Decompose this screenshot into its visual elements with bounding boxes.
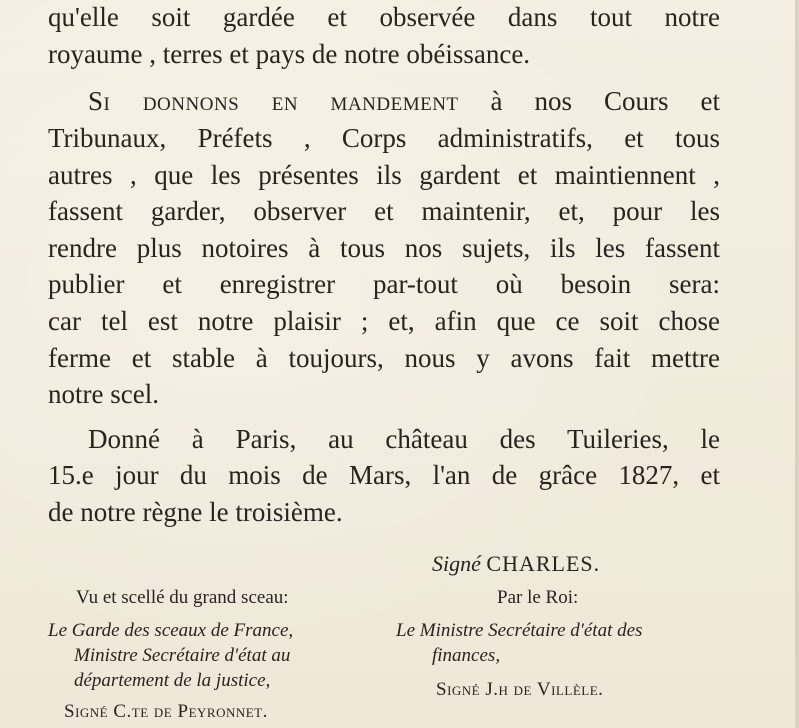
paragraph2-line-6: publier et enregistrer par-tout où besoin sera: <box>48 269 720 299</box>
paragraph2-line-3: autres , que les présentes ils gardent et maintiennent , <box>48 160 720 190</box>
paragraph2-line-9: notre scel. <box>48 379 159 409</box>
paragraph2-line-1 <box>88 83 720 119</box>
paragraph1-line-2: royaume , terres et pays de notre obéissance. <box>48 39 531 69</box>
paragraph1-line-1: qu'elle soit gardée et observée dans tout notre <box>48 2 720 32</box>
vu-scelle: Vu et scellé du grand sceau: <box>76 587 289 608</box>
right-title-line-2: finances, <box>432 645 501 666</box>
paragraph2-line-4: fassent garder, observer et maintenir, et, pour les <box>48 196 720 226</box>
king-signature <box>432 550 600 578</box>
paragraph2-lead: Si donnons en mandement <box>88 86 459 116</box>
left-title-line-3: département de la justice, <box>74 670 271 691</box>
paragraph2-line-5: rendre plus notoires à tous nos sujets, ils les fassent <box>48 233 720 263</box>
left-title-line-1: Le Garde des sceaux de France, <box>48 620 294 641</box>
paragraph3-line-1: Donné à Paris, au château des Tuileries, le <box>88 424 720 454</box>
left-signed: Signé C.te de Peyronnet. <box>64 701 268 722</box>
left-title-line-2: Ministre Secrétaire d'état au <box>74 645 291 666</box>
paragraph2-line-7: car tel est notre plaisir ; et, afin que ce soit chose <box>48 306 720 336</box>
page-edge <box>795 0 799 728</box>
par-le-roi: Par le Roi: <box>497 587 579 608</box>
paragraph3-line-2: 15.e jour du mois de Mars, l'an de grâce 1827, et <box>48 460 720 490</box>
king-name: CHARLES. <box>486 551 601 576</box>
king-signe-word: Signé <box>432 551 481 576</box>
right-title-line-1: Le Ministre Secrétaire d'état des <box>396 620 643 641</box>
paragraph2-line-8: ferme et stable à toujours, nous y avons fait mettre <box>48 343 720 373</box>
paragraph2-line-2: Tribunaux, Préfets , Corps administratifs, et tous <box>48 123 720 153</box>
paragraph3-line-3: de notre règne le troisième. <box>48 497 343 527</box>
right-signed: Signé J.h de Villèle. <box>436 679 604 700</box>
paragraph2-line-1-text: à nos Cours et <box>458 86 721 116</box>
